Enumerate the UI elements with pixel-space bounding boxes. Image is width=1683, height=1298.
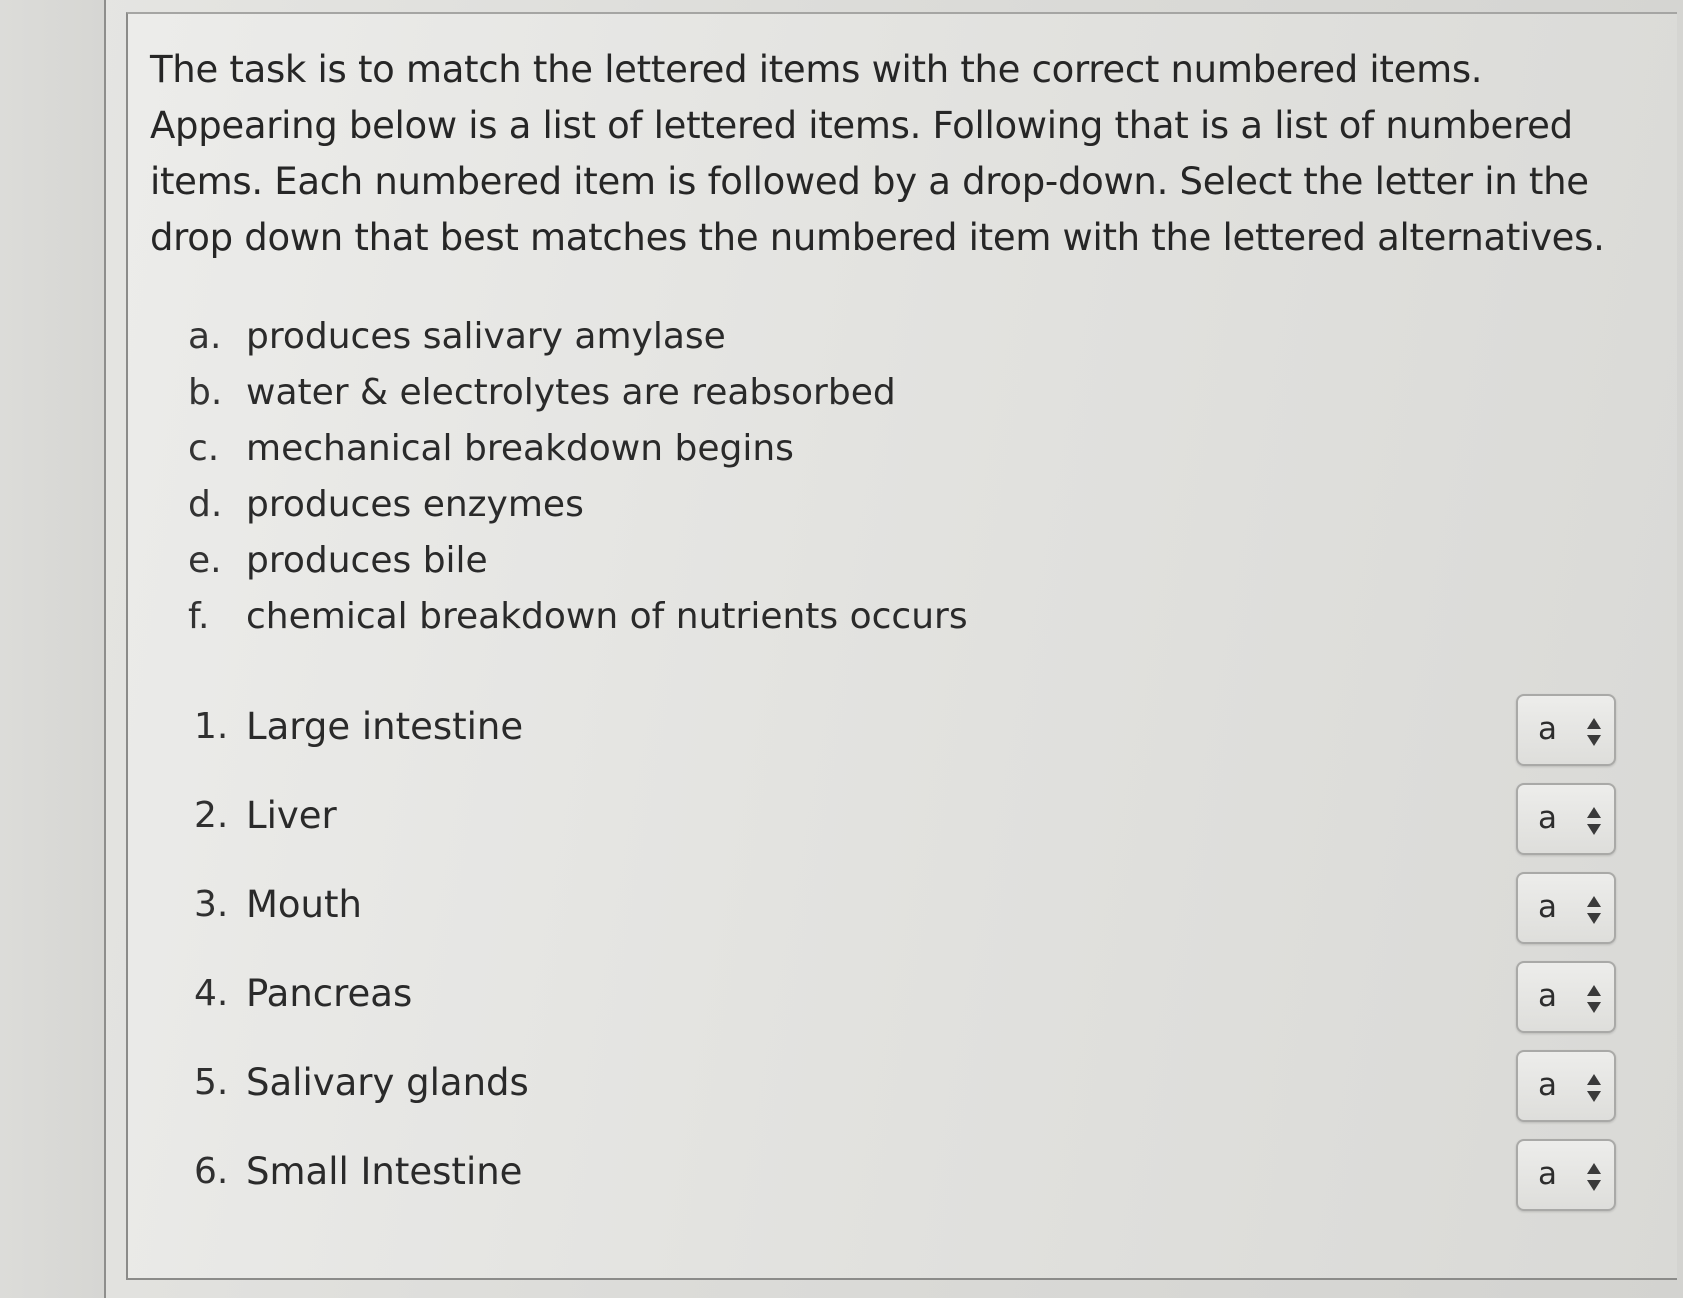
answer-dropdown-2[interactable] bbox=[1516, 783, 1616, 855]
answer-dropdown-5[interactable] bbox=[1516, 1050, 1616, 1122]
lettered-item-text: produces salivary amylase bbox=[246, 316, 726, 357]
numbered-item-row bbox=[128, 1050, 1679, 1139]
numbered-item-label: Liver bbox=[246, 794, 337, 837]
lettered-item-letter: c. bbox=[188, 428, 220, 469]
left-sidebar bbox=[0, 0, 106, 1298]
up-down-arrows-icon bbox=[1586, 983, 1602, 1015]
lettered-item-text: water & electrolytes are reabsorbed bbox=[246, 372, 896, 413]
lettered-item-letter: f. bbox=[188, 596, 210, 637]
numbered-item-label: Mouth bbox=[246, 883, 362, 926]
up-down-arrows-icon bbox=[1586, 1072, 1602, 1104]
lettered-item bbox=[188, 589, 968, 645]
numbered-item-row bbox=[128, 961, 1679, 1050]
numbered-item-label: Salivary glands bbox=[246, 1061, 529, 1104]
numbered-item-row bbox=[128, 872, 1679, 961]
dropdown-selected-value: a bbox=[1538, 711, 1557, 747]
numbered-item-row bbox=[128, 783, 1679, 872]
dropdown-selected-value: a bbox=[1538, 889, 1557, 925]
up-down-arrows-icon bbox=[1586, 716, 1602, 748]
numbered-item-label: Small Intestine bbox=[246, 1150, 523, 1193]
up-down-arrows-icon bbox=[1586, 1161, 1602, 1193]
up-down-arrows-icon bbox=[1586, 805, 1602, 837]
lettered-item-text: produces enzymes bbox=[246, 484, 584, 525]
lettered-items-list bbox=[188, 309, 968, 645]
lettered-item-text: mechanical breakdown begins bbox=[246, 428, 794, 469]
lettered-item bbox=[188, 533, 968, 589]
lettered-item-text: chemical breakdown of nutrients occurs bbox=[246, 596, 968, 637]
lettered-item bbox=[188, 421, 968, 477]
lettered-item-letter: a. bbox=[188, 316, 222, 357]
answer-dropdown-1[interactable] bbox=[1516, 694, 1616, 766]
answer-dropdown-3[interactable] bbox=[1516, 872, 1616, 944]
answer-dropdown-6[interactable] bbox=[1516, 1139, 1616, 1211]
numbered-item-label: Pancreas bbox=[246, 972, 413, 1015]
dropdown-selected-value: a bbox=[1538, 800, 1557, 836]
numbered-item-row bbox=[128, 1139, 1679, 1228]
numbered-item-number: 6. bbox=[194, 1151, 229, 1192]
numbered-item-number: 3. bbox=[194, 884, 229, 925]
numbered-item-number: 2. bbox=[194, 795, 229, 836]
dropdown-selected-value: a bbox=[1538, 978, 1557, 1014]
up-down-arrows-icon bbox=[1586, 894, 1602, 926]
numbered-items-list bbox=[128, 694, 1679, 1228]
answer-dropdown-4[interactable] bbox=[1516, 961, 1616, 1033]
lettered-item-letter: b. bbox=[188, 372, 223, 413]
numbered-item-row bbox=[128, 694, 1679, 783]
dropdown-selected-value: a bbox=[1538, 1156, 1557, 1192]
lettered-item bbox=[188, 477, 968, 533]
lettered-item bbox=[188, 365, 968, 421]
lettered-item-text: produces bile bbox=[246, 540, 488, 581]
question-instructions: The task is to match the lettered items with the correct numbered items. Appearing below is a list of lettered items. Following that is a list of numbered items. Each numbered item is followed by a drop-down. Select the letter in the drop down that best matches the numbered item with the lettered alternatives. bbox=[150, 48, 1605, 259]
numbered-item-number: 5. bbox=[194, 1062, 229, 1103]
numbered-item-label: Large intestine bbox=[246, 705, 524, 748]
lettered-item-letter: e. bbox=[188, 540, 222, 581]
lettered-item bbox=[188, 309, 968, 365]
numbered-item-number: 4. bbox=[194, 973, 229, 1014]
dropdown-selected-value: a bbox=[1538, 1067, 1557, 1103]
lettered-item-letter: d. bbox=[188, 484, 223, 525]
question-panel bbox=[126, 12, 1677, 1280]
numbered-item-number: 1. bbox=[194, 706, 229, 747]
